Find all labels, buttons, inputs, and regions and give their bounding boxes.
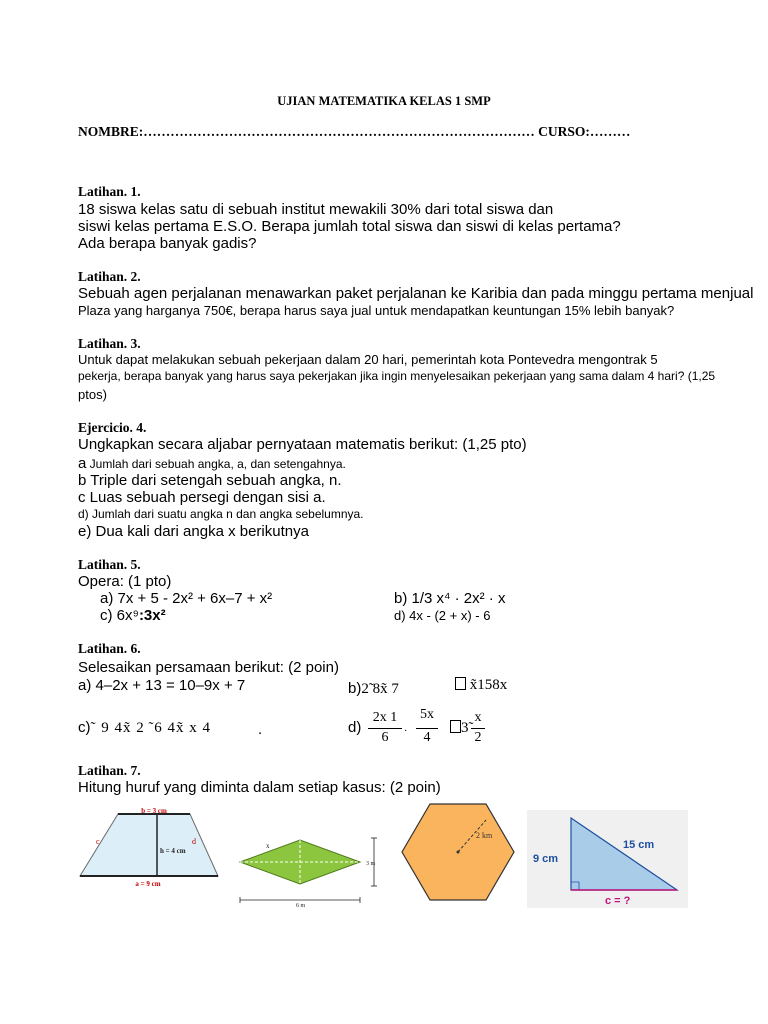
exercise-7-intro: Hitung huruf yang diminta dalam setiap kasus: (2 poin) [78, 779, 441, 796]
exercise-5-item-a: a) 7x + 5 - 2x² + 6x–7 + x² [100, 590, 273, 607]
exercise-4-item-a-text: Jumlah dari sebuah angka, a, dan setengahnya. [86, 457, 346, 471]
name-course-line: NOMBRE:…………………………………………………………………………… CURSO:……… [78, 124, 631, 139]
fraction-1-numerator: 2x 1 [372, 710, 398, 725]
trapezoid-height-label: h = 4 cm [160, 847, 186, 855]
exercise-4-item-c: c Luas sebuah persegi dengan sisi a. [78, 489, 326, 506]
exercise-3-line-3: ptos) [78, 387, 107, 402]
rhombus-height-label: 3 m [366, 861, 376, 867]
exercise-4-heading: Ejercicio. 4. [78, 420, 147, 435]
exercise-6-item-c-dot: . [258, 721, 263, 738]
fraction-sep-dot: · [404, 726, 408, 737]
exercise-6-item-b-expr: 2̃ 8x̃ 7 [361, 681, 399, 697]
exercise-6-item-a: a) 4–2x + 13 = 10–9x + 7 [78, 677, 246, 694]
exercise-7-heading: Latihan. 7. [78, 763, 141, 778]
exercise-3-line-1: Untuk dapat melakukan sebuah pekerjaan dalam 20 hari, pemerintah kota Pontevedra mengontrak 5 [78, 352, 658, 367]
exercise-1-line-2: siswi kelas pertama E.S.O. Berapa jumlah total siswa dan siswi di kelas pertama? [78, 218, 621, 235]
exercise-6-item-b [348, 680, 399, 698]
exercise-3-line-2: pekerja, berapa banyak yang harus saya pekerjakan jika ingin menyelesaikan pekerjaan yang sama dalam 4 hari? (1,25 [78, 369, 716, 383]
exercise-6-item-c [78, 719, 211, 737]
exercise-1-line-3: Ada berapa banyak gadis? [78, 235, 257, 252]
page-title: UJIAN MATEMATIKA KELAS 1 SMP [277, 94, 491, 108]
missing-glyph-box [455, 677, 466, 690]
exercise-6-item-d-mid-expr: 3̃ [461, 720, 469, 736]
hexagon-center-dot [457, 851, 460, 854]
rhombus-figure [232, 832, 384, 908]
exercise-4-item-d: d) Jumlah dari suatu angka n dan angka sebelumnya. [78, 507, 364, 521]
triangle-hyp-label: 15 cm [623, 839, 655, 851]
exercise-1-heading: Latihan. 1. [78, 184, 141, 199]
fraction-2-numerator: 5x [420, 707, 434, 722]
exercise-6-item-d-label: d) [348, 719, 362, 736]
fraction-3-numerator: x [474, 710, 482, 725]
trapezoid-top-label: b = 3 cm [141, 808, 167, 815]
fraction-2-denominator: 4 [423, 730, 431, 745]
exercise-2-line-2: Plaza yang harganya 750€, berapa harus saya jual untuk mendapatkan keuntungan 15% lebih banyak? [78, 303, 675, 318]
hexagon-figure [398, 800, 518, 904]
exercise-6-heading: Latihan. 6. [78, 641, 141, 656]
fraction-3-denominator: 2 [474, 730, 482, 745]
trapezoid-left-label: c [96, 837, 100, 846]
rhombus-side-label: x [266, 842, 270, 850]
triangle-base-label: c = ? [605, 895, 631, 907]
trapezoid-figure [74, 808, 226, 890]
trapezoid-shape [80, 814, 218, 876]
fraction-1-bar [368, 728, 402, 729]
exercise-5-item-c [100, 607, 166, 624]
exercise-6-item-b-right-expr: x̃158x [466, 677, 508, 693]
right-triangle-figure [527, 810, 688, 908]
exercise-4-item-e: e) Dua kali dari angka x berikutnya [78, 523, 309, 540]
exercise-6-item-b-right [455, 676, 507, 694]
triangle-leg-label: 9 cm [533, 853, 559, 865]
exercise-5-item-c-label: c) 6x⁹ [100, 607, 139, 624]
exercise-6-item-b-label: b) [348, 680, 362, 697]
rhombus-width-label: 6 m [296, 903, 306, 908]
exercise-6-item-c-label: c) [78, 719, 91, 736]
exercise-2-heading: Latihan. 2. [78, 269, 141, 284]
exercise-6-intro: Selesaikan persamaan berikut: (2 poin) [78, 659, 339, 676]
trapezoid-right-label: d [192, 837, 196, 846]
exercise-2-line-1: Sebuah agen perjalanan menawarkan paket perjalanan ke Karibia dan pada minggu pertama menjual [78, 285, 754, 302]
exercise-6-item-d-mid [450, 719, 469, 737]
fraction-1-denominator: 6 [381, 730, 389, 745]
exercise-6-item-c-expr: ˜ 9 4x̃ 2 ̃ 6 4x̃ x 4 [90, 720, 211, 736]
exercise-4-intro: Ungkapkan secara aljabar pernyataan matematis berikut: (1,25 pto) [78, 436, 527, 453]
exercise-5-item-c-bold: :3x² [138, 607, 166, 624]
exercise-5-intro: Opera: (1 pto) [78, 573, 172, 590]
exercise-5-heading: Latihan. 5. [78, 557, 141, 572]
exercise-1-line-1: 18 siswa kelas satu di sebuah institut mewakili 30% dari total siswa dan [78, 201, 554, 218]
exercise-5-item-d: d) 4x - (2 + x) - 6 [394, 608, 491, 623]
fraction-2-bar [416, 728, 438, 729]
exercise-4-item-a [78, 455, 346, 473]
exercise-5-item-b: b) 1/3 x⁴ · 2x² · x [394, 590, 506, 607]
exercise-4-item-a-letter: a [78, 455, 87, 472]
exercise-4-item-b: b Triple dari setengah sebuah angka, n. [78, 472, 342, 489]
missing-glyph-box [450, 720, 461, 733]
trapezoid-bottom-label: a = 9 cm [135, 880, 161, 888]
fraction-3-bar [471, 728, 485, 729]
hexagon-radius-label: 2 km [476, 831, 493, 840]
exercise-3-heading: Latihan. 3. [78, 336, 141, 351]
